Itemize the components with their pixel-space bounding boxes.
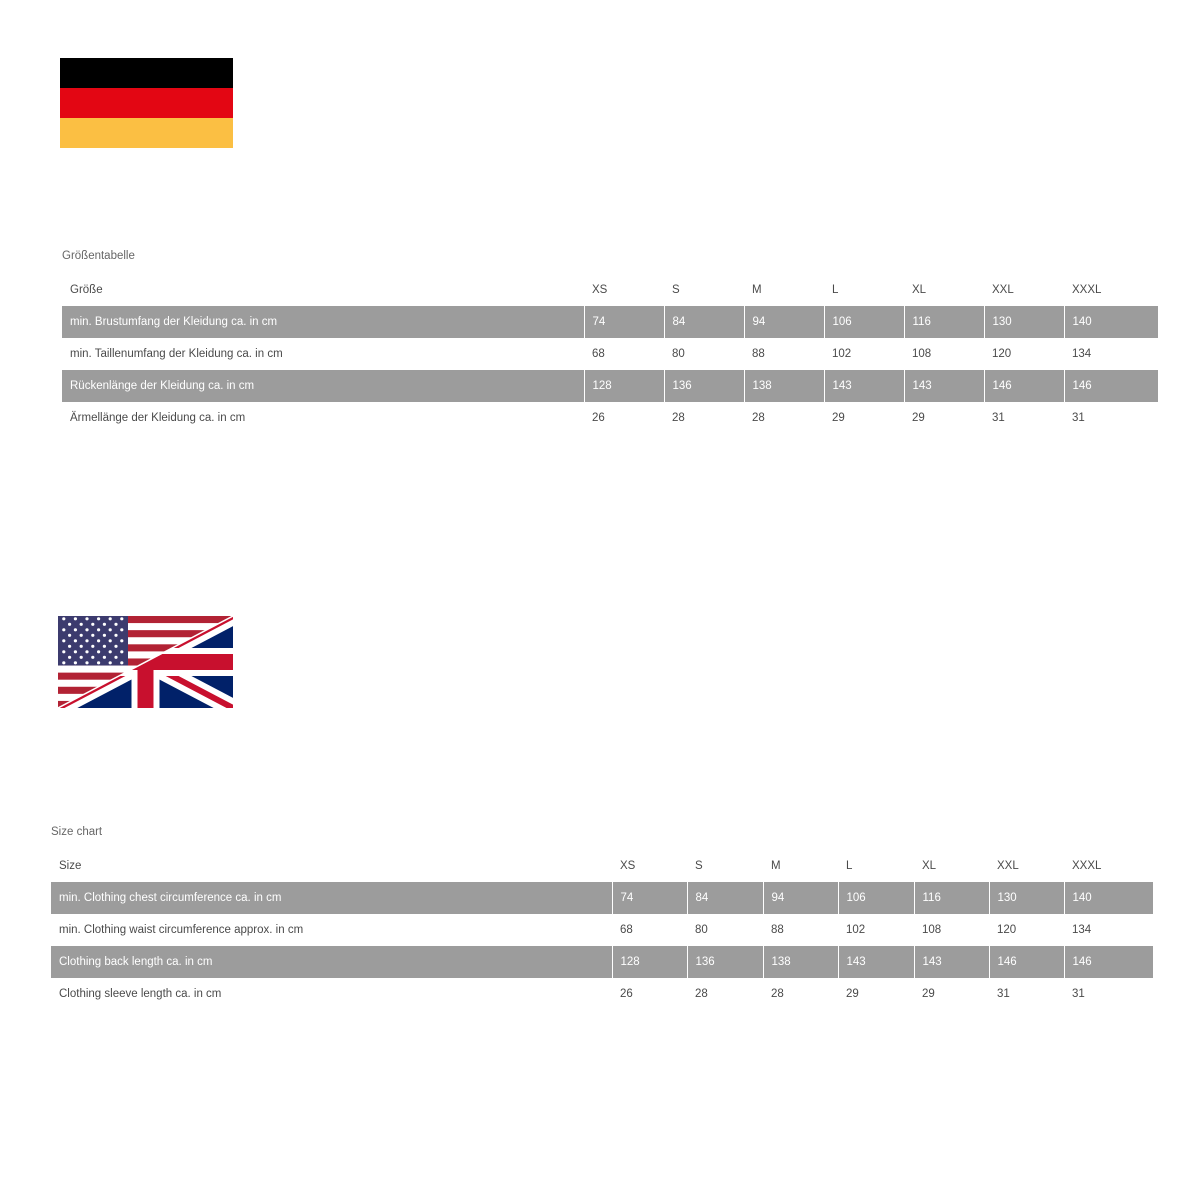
size-column-header: XS <box>592 284 608 296</box>
size-header-label: Size <box>59 860 82 872</box>
measurement-value: 29 <box>832 412 845 424</box>
measurement-value: 102 <box>832 348 852 360</box>
measurement-value: 116 <box>904 306 984 338</box>
measurement-value: 146 <box>1064 946 1153 978</box>
table-row <box>51 882 1153 914</box>
germany-flag-icon <box>60 58 233 148</box>
measurement-value: 136 <box>664 370 744 402</box>
measurement-value: 31 <box>1072 988 1085 1000</box>
measurement-label: Ärmellänge der Kleidung ca. in cm <box>70 412 246 424</box>
measurement-value: 136 <box>687 946 763 978</box>
measurement-value: 108 <box>912 348 932 360</box>
measurement-value: 88 <box>771 924 784 936</box>
table-header-row <box>51 850 1153 882</box>
measurement-value: 31 <box>992 412 1005 424</box>
measurement-value: 120 <box>992 348 1012 360</box>
size-column-header: S <box>672 284 680 296</box>
measurement-value: 74 <box>612 882 687 914</box>
size-column-header: XXL <box>997 860 1019 872</box>
measurement-label: Rückenlänge der Kleidung ca. in cm <box>62 370 584 402</box>
measurement-value: 128 <box>584 370 664 402</box>
size-column-header: L <box>846 860 853 872</box>
measurement-value: 74 <box>584 306 664 338</box>
table-header-row <box>62 274 1158 306</box>
measurement-value: 106 <box>838 882 914 914</box>
measurement-value: 29 <box>912 412 925 424</box>
measurement-value: 108 <box>922 924 942 936</box>
size-column-header: XXXL <box>1072 284 1102 296</box>
measurement-value: 88 <box>752 348 765 360</box>
measurement-label: min. Clothing waist circumference approx. in cm <box>59 924 304 936</box>
measurement-value: 146 <box>984 370 1064 402</box>
measurement-value: 134 <box>1072 348 1092 360</box>
measurement-value: 140 <box>1064 882 1153 914</box>
measurement-value: 138 <box>763 946 838 978</box>
measurement-value: 80 <box>695 924 708 936</box>
table-row <box>51 914 1153 946</box>
measurement-value: 120 <box>997 924 1017 936</box>
measurement-value: 31 <box>997 988 1010 1000</box>
size-column-header: M <box>752 284 762 296</box>
measurement-value: 102 <box>846 924 866 936</box>
table-row <box>51 978 1153 1010</box>
measurement-value: 143 <box>824 370 904 402</box>
german-size-table <box>62 274 1158 434</box>
flag-stripe-black <box>60 58 233 88</box>
english-size-chart-caption: Size chart <box>51 826 103 838</box>
table-row <box>51 946 1153 978</box>
table-row <box>62 402 1158 434</box>
measurement-value: 138 <box>744 370 824 402</box>
table-row <box>62 338 1158 370</box>
measurement-value: 84 <box>664 306 744 338</box>
measurement-value: 143 <box>904 370 984 402</box>
size-column-header: XL <box>922 860 937 872</box>
measurement-value: 29 <box>846 988 859 1000</box>
measurement-value: 143 <box>914 946 989 978</box>
measurement-value: 116 <box>914 882 989 914</box>
measurement-value: 26 <box>620 988 633 1000</box>
size-column-header: XXXL <box>1072 860 1102 872</box>
size-column-header: S <box>695 860 703 872</box>
size-column-header: XS <box>620 860 636 872</box>
measurement-label: min. Taillenumfang der Kleidung ca. in cm <box>70 348 283 360</box>
measurement-label: min. Clothing chest circumference ca. in cm <box>51 882 612 914</box>
measurement-label: Clothing back length ca. in cm <box>51 946 612 978</box>
size-column-header: L <box>832 284 839 296</box>
flag-stripe-gold <box>60 118 233 148</box>
measurement-value: 80 <box>672 348 685 360</box>
measurement-value: 143 <box>838 946 914 978</box>
measurement-label: min. Brustumfang der Kleidung ca. in cm <box>62 306 584 338</box>
size-column-header: M <box>771 860 781 872</box>
english-size-table <box>51 850 1153 1010</box>
measurement-value: 140 <box>1064 306 1158 338</box>
size-column-header: XXL <box>992 284 1014 296</box>
flag-stripe-red <box>60 88 233 118</box>
measurement-value: 94 <box>744 306 824 338</box>
measurement-value: 128 <box>612 946 687 978</box>
measurement-value: 106 <box>824 306 904 338</box>
measurement-label: Clothing sleeve length ca. in cm <box>59 988 222 1000</box>
measurement-value: 26 <box>592 412 605 424</box>
measurement-value: 94 <box>763 882 838 914</box>
table-row <box>62 370 1158 402</box>
measurement-value: 130 <box>989 882 1064 914</box>
measurement-value: 28 <box>752 412 765 424</box>
measurement-value: 28 <box>695 988 708 1000</box>
measurement-value: 28 <box>672 412 685 424</box>
german-size-chart-caption: Größentabelle <box>62 250 135 262</box>
measurement-value: 28 <box>771 988 784 1000</box>
measurement-value: 146 <box>989 946 1064 978</box>
table-row <box>62 306 1158 338</box>
measurement-value: 146 <box>1064 370 1158 402</box>
measurement-value: 84 <box>687 882 763 914</box>
size-column-header: XL <box>912 284 927 296</box>
measurement-value: 29 <box>922 988 935 1000</box>
measurement-value: 68 <box>620 924 633 936</box>
measurement-value: 68 <box>592 348 605 360</box>
measurement-value: 31 <box>1072 412 1085 424</box>
measurement-value: 134 <box>1072 924 1092 936</box>
measurement-value: 130 <box>984 306 1064 338</box>
size-header-label: Größe <box>70 284 103 296</box>
us-uk-flag-icon <box>58 616 233 708</box>
